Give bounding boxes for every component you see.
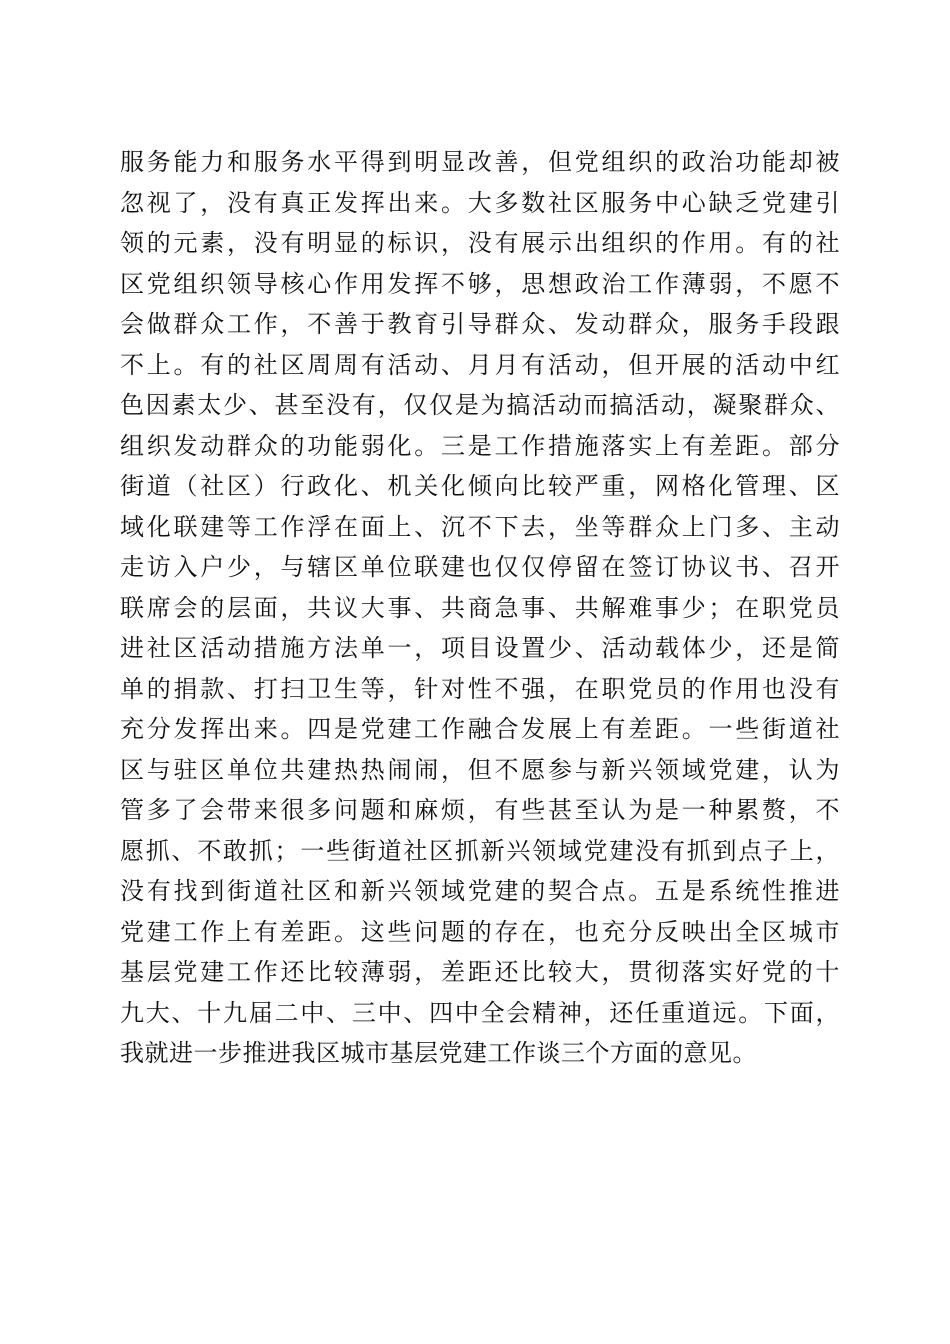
text-line-21: 基层党建工作还比较薄弱，差距还比较大，贯彻落实好党的十 — [120, 958, 840, 986]
text-line-20: 党建工作上有差距。这些问题的存在，也充分反映出全区城市 — [120, 917, 840, 946]
text-line-11: 走访入户少，与辖区单位联建也仅仅停留在签订协议书、召开 — [120, 553, 840, 581]
text-line-4: 区党组织领导核心作用发挥不够，思想政治工作薄弱，不愿不 — [120, 269, 840, 298]
text-line-15: 充分发挥出来。四是党建工作融合发展上有差距。一些街道社 — [120, 715, 840, 743]
text-line-12: 联席会的层面，共议大事、共商急事、共解难事少；在职党员 — [120, 593, 840, 622]
text-line-19: 没有找到街道社区和新兴领域党建的契合点。五是系统性推进 — [120, 877, 840, 905]
text-line-1: 服务能力和服务水平得到明显改善，但党组织的政治功能却被 — [120, 148, 840, 176]
text-line-5: 会做群众工作，不善于教育引导群众、发动群众，服务手段跟 — [120, 310, 840, 338]
text-line-17: 管多了会带来很多问题和麻烦，有些甚至认为是一种累赘，不 — [120, 796, 840, 824]
text-line-9: 街道（社区）行政化、机关化倾向比较严重，网格化管理、区 — [120, 472, 840, 500]
text-line-8: 组织发动群众的功能弱化。三是工作措施落实上有差距。部分 — [120, 431, 840, 460]
text-line-6: 不上。有的社区周周有活动、月月有活动，但开展的活动中红 — [120, 350, 840, 379]
text-line-14: 单的捐款、打扫卫生等，针对性不强，在职党员的作用也没有 — [120, 674, 840, 703]
text-line-22: 九大、十九届二中、三中、四中全会精神，还任重道远。下面， — [120, 998, 840, 1027]
body-paragraph — [120, 142, 840, 1074]
text-line-23: 我就进一步推进我区城市基层党建工作谈三个方面的意见。 — [120, 1039, 757, 1067]
text-line-18: 愿抓、不敢抓；一些街道社区抓新兴领域党建没有抓到点子上， — [120, 836, 840, 865]
text-line-16: 区与驻区单位共建热热闹闹，但不愿参与新兴领域党建，认为 — [120, 755, 840, 784]
text-line-10: 域化联建等工作浮在面上、沉不下去，坐等群众上门多、主动 — [120, 512, 840, 541]
text-line-7: 色因素太少、甚至没有，仅仅是为搞活动而搞活动，凝聚群众、 — [120, 391, 840, 419]
text-line-3: 领的元素，没有明显的标识，没有展示出组织的作用。有的社 — [120, 229, 840, 257]
text-line-13: 进社区活动措施方法单一，项目设置少、活动载体少，还是简 — [120, 634, 840, 662]
text-line-2: 忽视了，没有真正发挥出来。大多数社区服务中心缺乏党建引 — [120, 188, 840, 217]
